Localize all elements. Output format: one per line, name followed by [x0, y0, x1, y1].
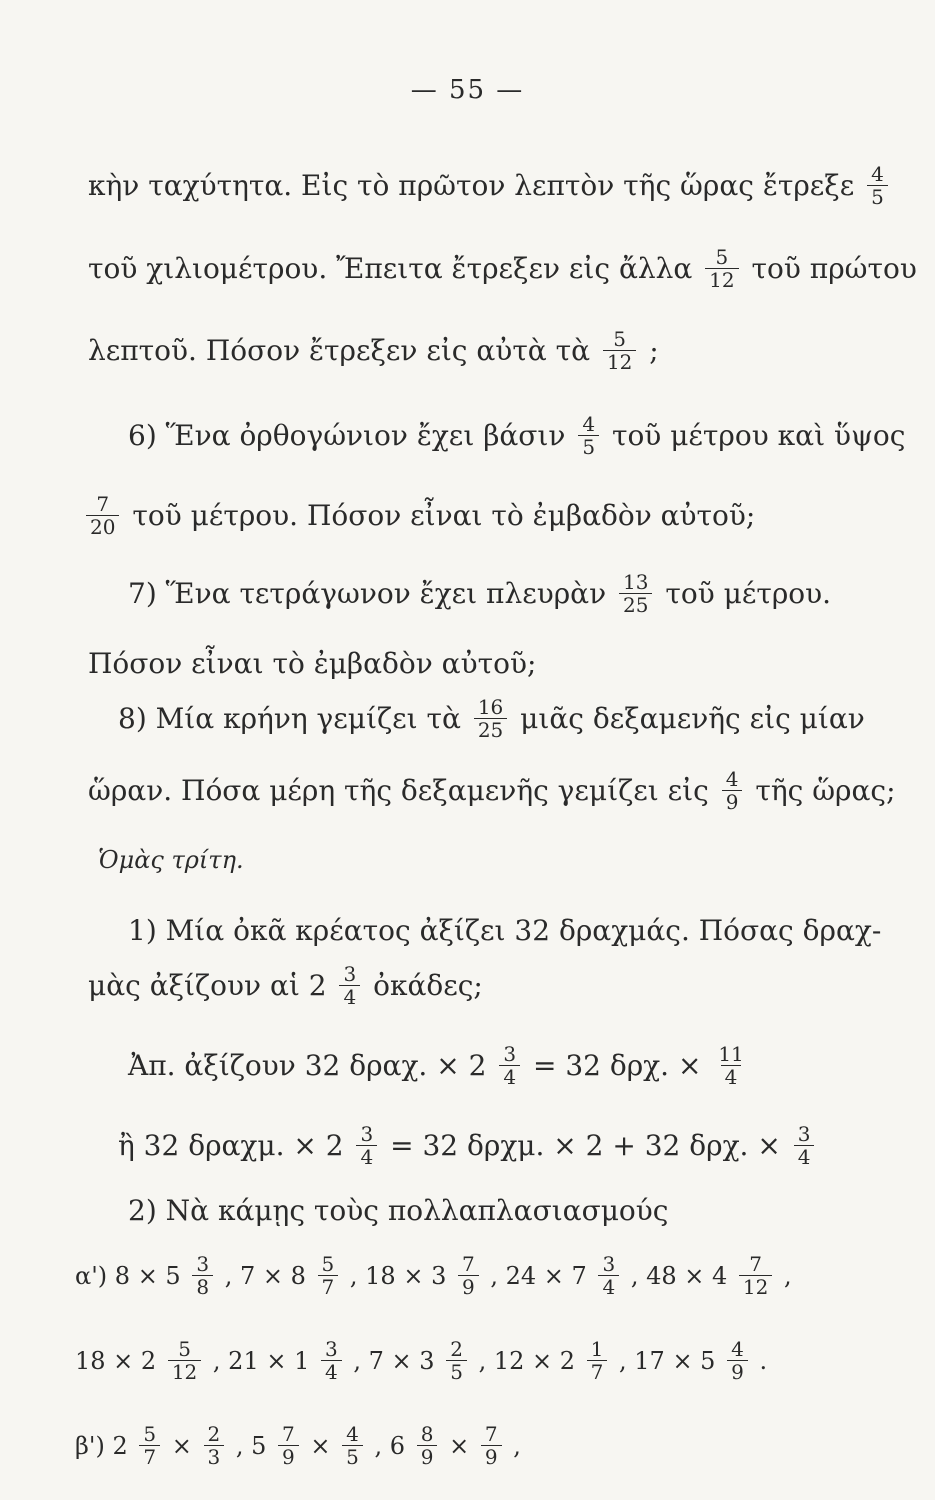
page-number: — 55 — — [410, 75, 525, 105]
line-text: β') 2 — [75, 1431, 128, 1460]
numerator: 2 — [450, 1337, 463, 1361]
denominator: 25 — [619, 593, 652, 616]
denominator: 7 — [587, 1360, 608, 1383]
line-text: ὀκάδες; — [373, 968, 483, 1002]
text-line-16 — [75, 1335, 875, 1383]
text-line-8 — [118, 693, 878, 741]
fraction — [342, 1423, 363, 1468]
denominator: 9 — [727, 1360, 748, 1383]
denominator: 9 — [722, 790, 743, 813]
numerator: 11 — [718, 1042, 744, 1066]
denominator: 4 — [321, 1360, 342, 1383]
fraction — [603, 328, 636, 373]
denominator: 8 — [192, 1275, 213, 1298]
fraction — [446, 1338, 467, 1383]
text-line-13 — [118, 1120, 878, 1168]
fraction — [168, 1338, 201, 1383]
fraction — [139, 1423, 160, 1468]
line-text: , 18 × 3 — [349, 1261, 447, 1290]
fraction — [587, 1338, 608, 1383]
fraction — [339, 963, 360, 1008]
line-text: = 32 δρχμ. × 2 + 32 δρχ. × — [390, 1128, 781, 1162]
line-text: Πόσον εἶναι τὸ ἐμβαδὸν αὐτοῦ; — [88, 646, 537, 680]
numerator: 1 — [590, 1337, 604, 1361]
text-line-4 — [128, 410, 906, 459]
denominator: 5 — [867, 185, 888, 208]
line-text: Ἀπ. ἀξίζουν 32 δραχ. × 2 — [128, 1048, 487, 1082]
numerator: 5 — [143, 1422, 157, 1446]
denominator: 12 — [739, 1275, 772, 1298]
numerator: 7 — [749, 1252, 762, 1276]
numerator: 13 — [623, 570, 649, 594]
text-line-17 — [75, 1420, 875, 1468]
numerator: 3 — [360, 1122, 374, 1146]
fraction — [417, 1423, 438, 1468]
fraction — [578, 413, 599, 458]
line-text: κὴν ταχύτητα. Εἰς τὸ πρῶτον λεπτὸν τῆς ὥρας ἔτρεξε — [88, 168, 855, 202]
line-text: μιᾶς δεξαμενῆς εἰς μίαν — [520, 701, 865, 735]
line-text: , 12 × 2 — [478, 1346, 575, 1375]
line-text: τοῦ χιλιομέτρου. Ἔπειτα ἔτρεξεν εἰς ἄλλα — [88, 251, 693, 285]
denominator: 4 — [721, 1065, 742, 1088]
line-text: α') 8 × 5 — [75, 1261, 181, 1290]
numerator: 3 — [797, 1122, 811, 1146]
line-text: = 32 δρχ. × — [532, 1048, 702, 1082]
line-text: , — [783, 1261, 792, 1290]
fraction — [499, 1043, 520, 1088]
fraction — [727, 1338, 748, 1383]
line-text: τοῦ πρώτου — [751, 251, 917, 285]
denominator: 5 — [446, 1360, 467, 1383]
numerator: 3 — [602, 1252, 616, 1276]
section-heading: Ὁμὰς τρίτη. — [98, 846, 244, 874]
fraction — [204, 1423, 225, 1468]
line-text: 2) Νὰ κάμῃς τοὺς πολλαπλασιασμούς — [128, 1193, 669, 1227]
line-text: τοῦ μέτρου καὶ ὕψος — [611, 418, 906, 452]
line-text: , 48 × 4 — [630, 1261, 728, 1290]
denominator: 9 — [417, 1445, 438, 1468]
fraction — [278, 1423, 299, 1468]
denominator: 4 — [339, 985, 360, 1008]
numerator: 7 — [484, 1422, 498, 1446]
text-line-14 — [128, 1185, 828, 1233]
fraction — [705, 246, 738, 291]
line-text: 1) Μία ὀκᾶ κρέατος ἀξίζει 32 δραχμάς. Πόσας δραχ- — [128, 913, 882, 947]
line-text: ; — [649, 333, 659, 367]
text-line-12 — [128, 1040, 828, 1088]
fraction — [356, 1123, 377, 1168]
numerator: 7 — [96, 492, 110, 516]
fraction — [722, 768, 743, 813]
text-line-3 — [88, 325, 848, 373]
line-text: , 7 × 8 — [224, 1261, 306, 1290]
text-line-7 — [88, 638, 788, 686]
text-line-2 — [88, 243, 917, 292]
numerator: 3 — [343, 962, 357, 986]
fraction — [192, 1253, 213, 1298]
denominator: 9 — [481, 1445, 502, 1468]
numerator: 3 — [325, 1337, 338, 1361]
fraction — [598, 1253, 619, 1298]
line-text: μὰς ἀξίζουν αἱ 2 — [88, 968, 327, 1002]
fraction — [739, 1253, 772, 1298]
fraction — [619, 571, 652, 616]
denominator: 9 — [278, 1445, 299, 1468]
line-text: 6) Ἕνα ὀρθογώνιον ἔχει βάσιν — [128, 418, 566, 452]
denominator: 7 — [318, 1275, 339, 1298]
denominator: 7 — [139, 1445, 160, 1468]
denominator: 20 — [86, 515, 119, 538]
fraction — [481, 1423, 502, 1468]
line-text: , 6 — [374, 1431, 406, 1460]
numerator: 8 — [420, 1422, 434, 1446]
numerator: 2 — [207, 1422, 221, 1446]
text-line-1 — [88, 160, 884, 209]
line-text: τοῦ μέτρου. — [665, 576, 832, 610]
numerator: 4 — [346, 1422, 359, 1446]
line-text: τοῦ μέτρου. Πόσον εἶναι τὸ ἐμβαδὸν αὐτοῦ; — [132, 498, 756, 532]
denominator: 9 — [458, 1275, 479, 1298]
denominator: 12 — [168, 1360, 201, 1383]
denominator: 12 — [603, 350, 636, 373]
denominator: 25 — [474, 718, 507, 741]
fraction — [458, 1253, 479, 1298]
numerator: 16 — [477, 695, 504, 719]
numerator: 3 — [196, 1252, 210, 1276]
numerator: 5 — [178, 1337, 191, 1361]
numerator: 4 — [582, 412, 596, 436]
denominator: 5 — [342, 1445, 363, 1468]
fraction — [318, 1253, 339, 1298]
text-line-11 — [88, 960, 788, 1008]
fraction — [714, 1043, 747, 1088]
text-line-9 — [88, 765, 896, 814]
line-text: , 17 × 5 — [619, 1346, 716, 1375]
fraction — [794, 1123, 815, 1168]
denominator: 4 — [499, 1065, 520, 1088]
numerator: 7 — [461, 1252, 475, 1276]
numerator: 4 — [731, 1337, 744, 1361]
numerator: 3 — [503, 1042, 517, 1066]
fraction — [321, 1338, 342, 1383]
text-line-6 — [128, 568, 868, 616]
line-text: λεπτοῦ. Πόσον ἔτρεξεν εἰς αὐτὰ τὰ — [88, 333, 591, 367]
numerator: 4 — [871, 162, 884, 186]
text-line-5 — [82, 490, 842, 538]
line-text: × — [449, 1431, 470, 1460]
line-text: 7) Ἕνα τετράγωνον ἔχει πλευρὰν — [128, 576, 607, 610]
text-line-10 — [128, 905, 882, 953]
numerator: 4 — [725, 767, 739, 791]
denominator: 5 — [578, 435, 599, 458]
line-text: , 5 — [235, 1431, 267, 1460]
fraction — [86, 493, 119, 538]
line-text: × — [310, 1431, 331, 1460]
line-text: × — [171, 1431, 192, 1460]
line-text: , 21 × 1 — [212, 1346, 310, 1375]
numerator: 7 — [282, 1422, 295, 1446]
numerator: 5 — [715, 245, 729, 269]
text-line-15 — [75, 1250, 875, 1298]
fraction — [474, 696, 507, 741]
denominator: 12 — [705, 268, 738, 291]
line-text: 18 × 2 — [75, 1346, 157, 1375]
denominator: 4 — [794, 1145, 815, 1168]
denominator: 3 — [204, 1445, 225, 1468]
fraction — [867, 163, 888, 208]
line-text: . — [759, 1346, 768, 1375]
line-text: , — [513, 1431, 521, 1460]
numerator: 5 — [613, 327, 627, 351]
denominator: 4 — [356, 1145, 377, 1168]
numerator: 5 — [321, 1252, 335, 1276]
line-text: ἢ 32 δραχμ. × 2 — [118, 1128, 344, 1162]
line-text: τῆς ὥρας; — [755, 773, 896, 807]
line-text: 8) Μία κρήνη γεμίζει τὰ — [118, 701, 461, 735]
line-text: ὥραν. Πόσα μέρη τῆς δεξαμενῆς γεμίζει εἰς — [88, 773, 709, 807]
denominator: 4 — [598, 1275, 619, 1298]
line-text: , 7 × 3 — [353, 1346, 435, 1375]
line-text: , 24 × 7 — [490, 1261, 587, 1290]
